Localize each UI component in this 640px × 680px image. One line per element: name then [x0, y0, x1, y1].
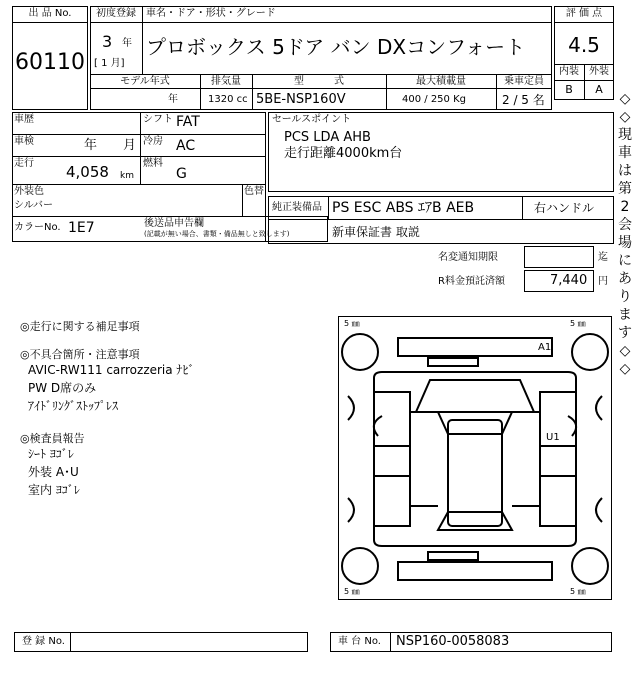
after-ship-label: 後送品申告欄: [144, 218, 204, 229]
deadline-unit: 迄: [598, 252, 608, 263]
body-outline: [374, 372, 576, 546]
score-label: 評 価 点: [565, 8, 603, 19]
tire-tl: [342, 334, 378, 370]
interior-grade: B: [565, 83, 573, 96]
recycle-unit: 円: [598, 276, 608, 287]
lot-number: 60110: [15, 50, 85, 75]
displacement: 1320 cc: [208, 94, 248, 105]
ext-color: シルバー: [14, 200, 54, 211]
inspection-value: 年 月: [84, 138, 137, 153]
sales-line-2: 走行距離4000km台: [284, 146, 403, 161]
history-label: 車歴: [14, 114, 34, 125]
ac-value: AC: [176, 138, 196, 154]
tire-depth-tr: 5 ㎜: [570, 319, 586, 328]
exterior-label: 外装: [589, 66, 609, 77]
fuel-value: G: [176, 166, 187, 182]
model-year-unit: 年: [168, 94, 178, 105]
tire-depth-br: 5 ㎜: [570, 587, 586, 596]
damage-mark-a1: A1: [538, 342, 552, 353]
sales-line-1: PCS LDA AHB: [284, 130, 371, 145]
defect-3: ｱｲﾄﾞﾘﾝｸﾞｽﾄｯﾌﾟﾚｽ: [28, 399, 119, 413]
side-left: [398, 562, 552, 580]
capacity: 2 / 5 名: [502, 93, 545, 107]
name-label: 車名・ドア・形状・グレード: [146, 8, 276, 19]
color-no: 1E7: [68, 220, 95, 236]
recycle-label: R料金預託済額: [438, 276, 505, 287]
tire-depth-tl: 5 ㎜: [344, 319, 360, 328]
inspector-1: ｼｰﾄ ﾖｺﾞﾚ: [28, 447, 74, 461]
defects-title: ◎不具合箇所・注意事項: [20, 348, 140, 361]
side-right: [398, 338, 552, 356]
inspector-2: 外装 A･U: [28, 465, 79, 479]
side-notice-text: ◇◇現車は第2会場にあります◇◇: [618, 91, 632, 377]
side-notice: [616, 90, 634, 378]
damage-mark-u1: U1: [546, 432, 560, 443]
supp-title: ◎走行に関する補足事項: [20, 320, 140, 333]
sales-label: セールスポイント: [272, 114, 352, 125]
color-change-label: 色替: [244, 186, 264, 197]
color-no-label: カラーNo.: [14, 222, 61, 233]
mileage-unit: km: [120, 171, 134, 181]
warranty-value: 新車保証書 取説: [332, 225, 420, 239]
displacement-label: 排気量: [211, 76, 241, 87]
car-diagram: [338, 316, 612, 600]
tire-depth-bl: 5 ㎜: [344, 587, 360, 596]
inspector-3: 室内 ﾖｺﾞﾚ: [28, 483, 80, 497]
model-code: 5BE-NSP160V: [256, 92, 346, 107]
shift-label: シフト: [143, 114, 173, 125]
load-label: 最大積載量: [416, 76, 466, 87]
reg-label: 登 録 No.: [22, 636, 65, 647]
ext-color-label: 外装色: [14, 186, 44, 197]
model-year-label: モデル年式: [120, 76, 170, 87]
tire-br: [572, 548, 608, 584]
defect-2: PW D席のみ: [28, 381, 97, 395]
first-reg-year: 3: [102, 32, 113, 51]
equipment-box: [268, 220, 614, 244]
deadline-box: [524, 246, 594, 268]
fuel-label: 燃料: [143, 158, 163, 169]
ac-label: 冷房: [143, 136, 163, 147]
after-ship-note: (記載が無い場合、書類・備品無しと致します): [144, 230, 290, 238]
inspection-label: 車検: [14, 136, 34, 147]
exterior-grade: A: [595, 83, 603, 96]
load: 400 / 250 Kg: [402, 94, 466, 105]
car-name: プロボックス 5ドア バン DXコンフォート: [146, 35, 526, 59]
tire-bl: [342, 548, 378, 584]
deadline-label: 名変通知期限: [438, 252, 498, 263]
year-unit: 年: [122, 38, 132, 49]
capacity-label: 乗車定員: [504, 76, 544, 87]
equipment-label: 純正装備品: [272, 202, 322, 213]
interior-label: 内装: [559, 66, 579, 77]
lot-label: 出 品 No.: [28, 8, 72, 19]
first-reg-month: [ 1 月]: [94, 58, 125, 69]
shift-value: FAT: [176, 114, 200, 130]
model-code-label: 型 式: [294, 76, 344, 87]
car-diagram-svg: [338, 316, 612, 600]
mileage-value: 4,058: [66, 163, 109, 181]
steering-value: 右ハンドル: [534, 201, 595, 215]
hood: [416, 380, 534, 412]
inspector-title: ◎検査員報告: [20, 432, 85, 445]
mileage-label: 走行: [14, 158, 34, 169]
first-reg-label: 初度登録: [96, 8, 136, 19]
vin-value: NSP160-0058083: [396, 634, 510, 649]
score: 4.5: [568, 33, 600, 57]
recycle-value: 7,440: [550, 273, 588, 288]
roof: [448, 420, 502, 526]
equipment-value: PS ESC ABS ｴｱB AEB: [332, 200, 475, 216]
vin-label: 車 台 No.: [338, 636, 381, 647]
defect-1: AVIC-RW111 carrozzeria ﾅﾋﾞ: [28, 363, 195, 377]
tire-tr: [572, 334, 608, 370]
